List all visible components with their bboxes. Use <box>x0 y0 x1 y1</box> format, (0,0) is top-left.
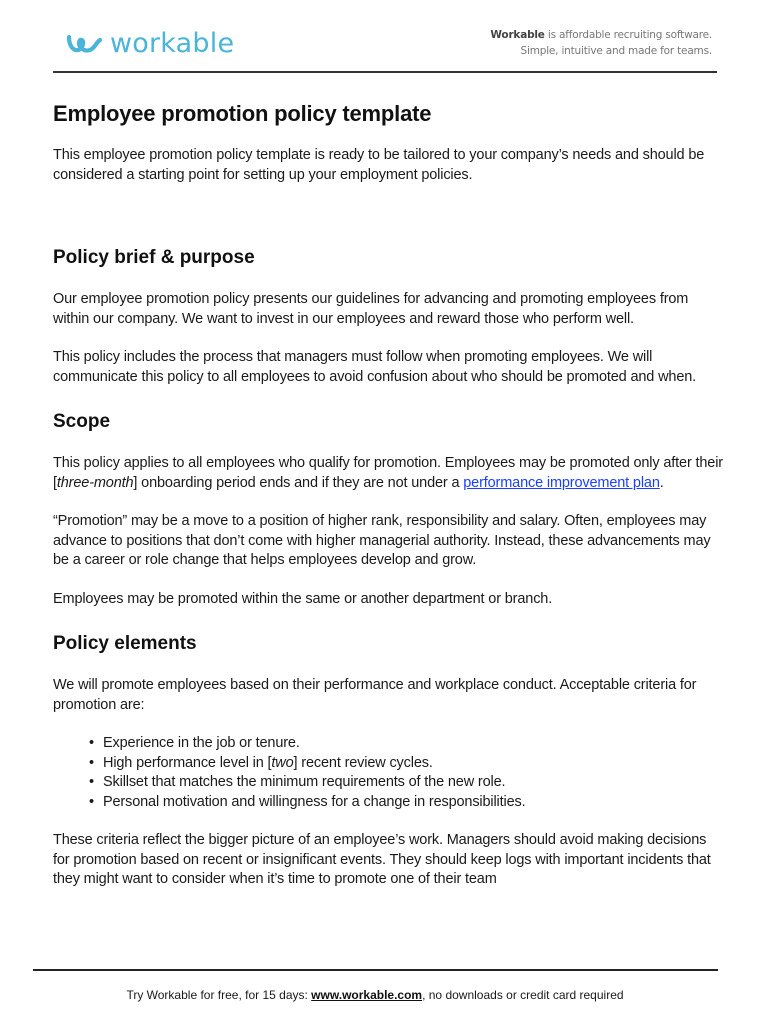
bullet-icon: • <box>89 735 94 751</box>
list-item-italic-placeholder: two <box>271 754 294 771</box>
logo-wordmark: workable <box>110 28 235 59</box>
bullet-icon: • <box>89 793 94 810</box>
intro-paragraph: This employee promotion policy template is ready to be tailored to your company’s needs and should be considered a starting point for setting up your employment policies. <box>53 147 705 183</box>
workable-website-link[interactable]: www.workable.com <box>311 988 423 1002</box>
page-title: Employee promotion policy template <box>53 101 432 126</box>
policy-elements-paragraph-1: We will promote employees based on their performance and workplace conduct. Acceptable criteria for promotion are: <box>53 677 697 713</box>
footer-divider <box>33 969 718 971</box>
list-item-text: Skillset that matches the minimum requirements of the new role. <box>103 774 506 790</box>
list-item <box>89 734 723 754</box>
document-body <box>53 100 723 890</box>
scope-text-cont: ] onboarding period ends and if they are not under a <box>133 474 464 491</box>
list-item-text: Personal motivation and willingness for a change in responsibilities. <box>103 793 526 810</box>
footer-promo <box>0 988 750 1002</box>
tagline-line-2: Simple, intuitive and made for teams. <box>520 45 712 57</box>
list-item <box>89 773 723 793</box>
list-item <box>89 793 723 813</box>
scope-text: This policy applies to all employees who qualify for promotion. Employees may be promoted only after their [ <box>53 455 723 491</box>
list-item-text: Experience in the job or tenure. <box>103 735 300 751</box>
section-heading-policy-brief: Policy brief & purpose <box>53 247 255 268</box>
section-heading-scope: Scope <box>53 411 111 432</box>
tagline-line-1 <box>490 27 712 43</box>
list-item <box>89 754 723 774</box>
scope-text-end: . <box>659 474 664 491</box>
scope-paragraph-3: Employees may be promoted within the same or another department or branch. <box>53 590 553 607</box>
list-item-text: High performance level in [ <box>103 754 272 771</box>
bullet-icon: • <box>89 774 94 790</box>
policy-brief-paragraph-1: Our employee promotion policy presents our guidelines for advancing and promoting employees from within our company. We want to invest in our employees and reward those who perform well. <box>53 291 689 327</box>
bullet-icon: • <box>89 754 94 771</box>
tagline-line-1-rest: is affordable recruiting software. <box>544 29 712 41</box>
workable-logo[interactable] <box>66 28 234 60</box>
policy-elements-paragraph-2: These criteria reflect the bigger picture of an employee’s work. Managers should avoid making decisions for promotion based on recent or insignificant events. They should keep logs with important incidents that they might want to consider when it’s time to promote one of their team <box>53 832 711 887</box>
policy-brief-paragraph-2: This policy includes the process that managers must follow when promoting employees. We will communicate this policy to all employees to avoid confusion about who should be promoted and when. <box>53 349 697 385</box>
performance-improvement-plan-link[interactable]: performance improvement plan <box>463 474 660 491</box>
footer-text-end: , no downloads or credit card required <box>422 988 624 1002</box>
tagline-brand: Workable <box>490 29 545 41</box>
section-heading-policy-elements: Policy elements <box>53 633 197 654</box>
footer-text-start: Try Workable for free, for 15 days: <box>126 988 312 1002</box>
scope-italic-placeholder: three-month <box>56 474 134 491</box>
list-item-text-cont: ] recent review cycles. <box>293 754 433 771</box>
header-tagline <box>490 27 712 59</box>
scope-paragraph-1 <box>53 454 723 493</box>
header-divider <box>53 71 717 73</box>
scope-paragraph-2: “Promotion” may be a move to a position of higher rank, responsibility and salary. Often, employees may advance to positions that don’t come with higher managerial authority. Instead, these advancements may be a career or role change that helps employees develop and grow. <box>53 513 711 568</box>
workable-logo-icon <box>66 32 104 56</box>
promotion-criteria-list <box>53 734 723 812</box>
